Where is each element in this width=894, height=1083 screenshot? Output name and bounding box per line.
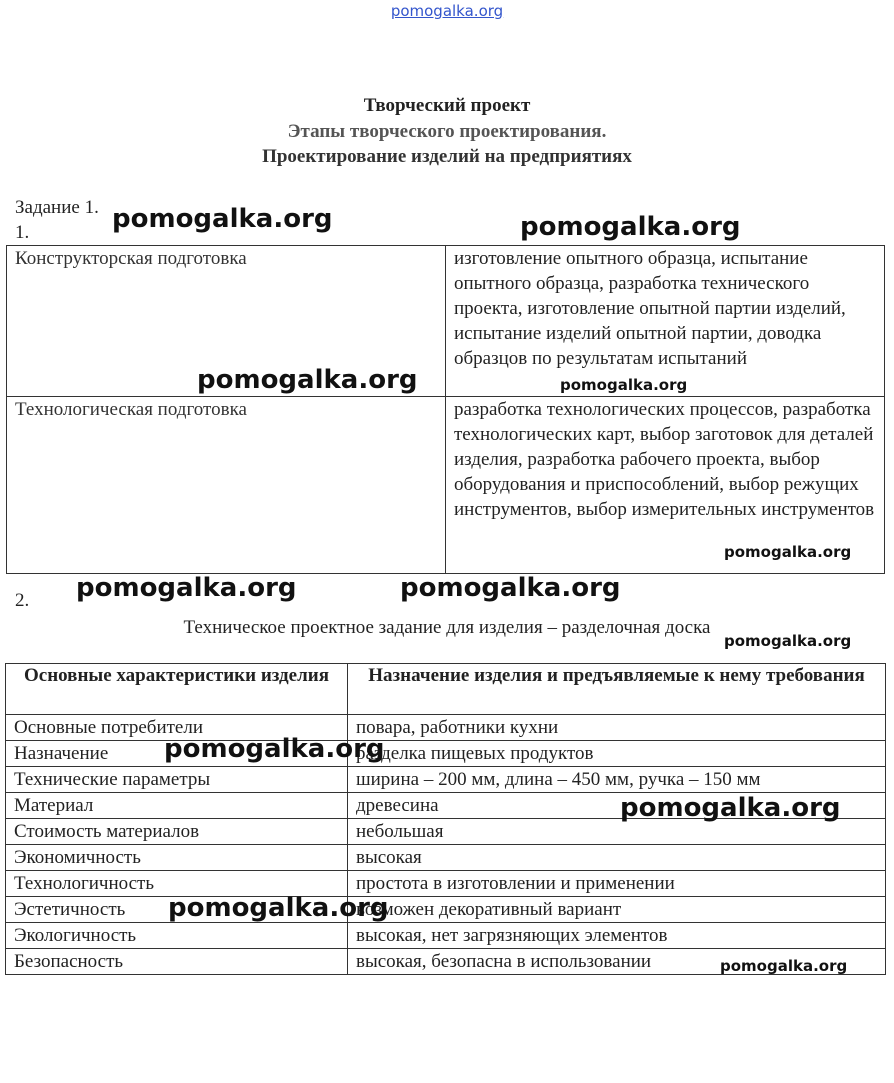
requirement: небольшая <box>348 819 886 845</box>
table-row <box>6 923 886 949</box>
site-link-top[interactable]: pomogalka.org <box>390 2 504 20</box>
project-title: Творческий проект <box>363 95 531 116</box>
characteristic: Экономичность <box>6 845 348 871</box>
stage-content: разработка технологических процессов, разработка технологических карт, выбор заготовок для деталей изделия, разработка рабочего проекта, выбор оборудования и приспособлений, выбор режущих инструментов, выбор измерительных инструментов <box>446 397 885 574</box>
characteristic: Стоимость материалов <box>6 819 348 845</box>
table-header-row <box>6 664 886 715</box>
watermark: pomogalka.org <box>76 573 297 603</box>
project-subtitle: Этапы творческого проектирования. <box>287 121 607 142</box>
requirement: повара, работники кухни <box>348 715 886 741</box>
stages-table <box>6 245 885 574</box>
item-number-1: 1. <box>15 222 30 243</box>
watermark: pomogalka.org <box>560 376 688 394</box>
table-row <box>6 715 886 741</box>
requirement: древесина <box>348 793 886 819</box>
characteristic: Технические параметры <box>6 767 348 793</box>
requirement: разделка пищевых продуктов <box>348 741 886 767</box>
watermark: pomogalka.org <box>197 365 418 395</box>
watermark: pomogalka.org <box>724 543 852 561</box>
characteristic: Эстетичность <box>6 897 348 923</box>
characteristic: Безопасность <box>6 949 348 975</box>
characteristic: Основные потребители <box>6 715 348 741</box>
requirement: возможен декоративный вариант <box>348 897 886 923</box>
characteristic: Экологичность <box>6 923 348 949</box>
table-row <box>7 246 885 397</box>
table-row <box>6 897 886 923</box>
column-header: Назначение изделия и предъявляемые к нему требования <box>348 664 886 715</box>
requirement: высокая <box>348 845 886 871</box>
requirement: высокая, безопасна в использовании <box>348 949 886 975</box>
item-number-2: 2. <box>15 590 30 611</box>
watermark: pomogalka.org <box>620 793 841 823</box>
watermark: pomogalka.org <box>112 204 333 234</box>
requirement: ширина – 200 мм, длина – 450 мм, ручка – 150 мм <box>348 767 886 793</box>
table-row <box>6 845 886 871</box>
requirement: простота в изготовлении и применении <box>348 871 886 897</box>
watermark: pomogalka.org <box>400 573 621 603</box>
watermark: pomogalka.org <box>520 212 741 242</box>
table-row <box>6 741 886 767</box>
task-label: Задание 1. <box>15 197 99 218</box>
stage-name: Технологическая подготовка <box>7 397 446 574</box>
stage-name: Конструкторская подготовка <box>7 246 446 397</box>
characteristic: Технологичность <box>6 871 348 897</box>
requirement: высокая, нет загрязняющих элементов <box>348 923 886 949</box>
watermark: pomogalka.org <box>724 632 852 650</box>
characteristic: Назначение <box>6 741 348 767</box>
column-header: Основные характеристики изделия <box>6 664 348 715</box>
project-subtitle-2: Проектирование изделий на предприятиях <box>262 146 632 167</box>
table-row <box>6 871 886 897</box>
characteristic: Материал <box>6 793 348 819</box>
stage-content: изготовление опытного образца, испытание опытного образца, разработка технического проекта, изготовление опытной партии изделий, испытание изделий опытной партии, доводка образцов по результатам испытаний <box>446 246 885 397</box>
watermark: pomogalka.org <box>720 957 848 975</box>
watermark: pomogalka.org <box>164 734 385 764</box>
table2-caption: Техническое проектное задание для изделия – разделочная доска <box>183 617 711 638</box>
table-row <box>6 767 886 793</box>
watermark: pomogalka.org <box>168 893 389 923</box>
